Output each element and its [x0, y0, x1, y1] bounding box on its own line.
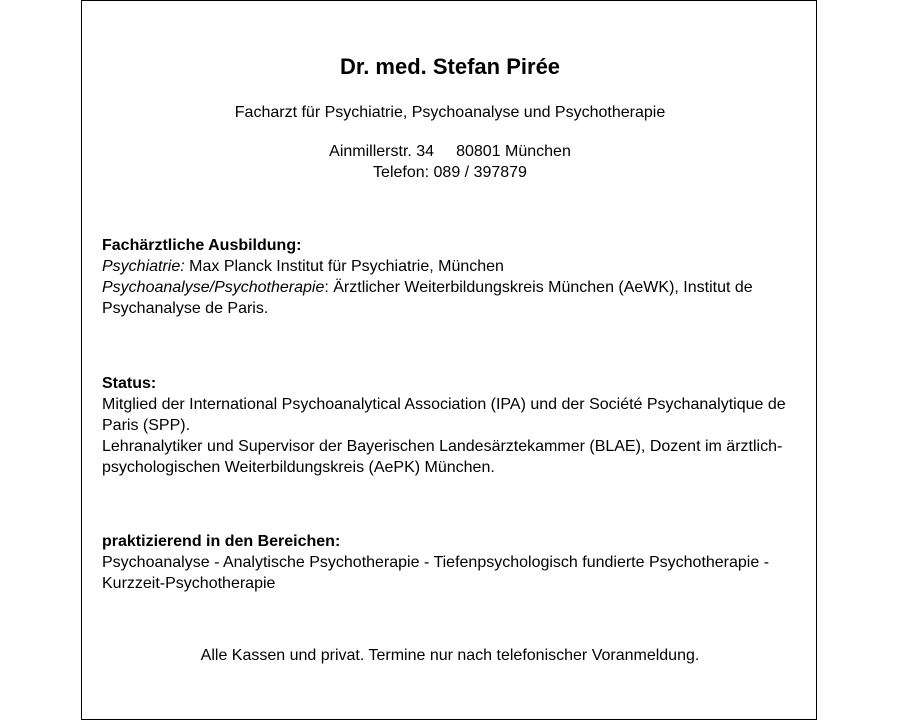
section-bereiche	[102, 531, 798, 594]
phone: Telefon: 089 / 397879	[373, 164, 527, 181]
ausbildung-label-psychiatrie: Psychiatrie:	[102, 258, 185, 275]
doctor-name: Dr. med. Stefan Pirée	[339, 54, 561, 79]
city: 80801 München	[456, 143, 571, 160]
section-status	[102, 373, 798, 478]
status-membership: Mitglied der International Psychoanalytical Association (IPA) und der Société Psychanalytique de Paris (SPP).	[102, 396, 786, 434]
specialty: Facharzt für Psychiatrie, Psychoanalyse und Psychotherapie	[234, 104, 666, 121]
footer-note: Alle Kassen und privat. Termine nur nach telefonischer Voranmeldung.	[200, 647, 700, 664]
section-heading-status: Status:	[102, 375, 157, 392]
address-block	[102, 141, 798, 183]
section-ausbildung	[102, 235, 798, 319]
street: Ainmillerstr. 34	[329, 143, 435, 160]
section-heading-ausbildung: Fachärztliche Ausbildung:	[102, 237, 302, 254]
status-teaching: Lehranalytiker und Supervisor der Bayerischen Landesärztekammer (BLAE), Dozent im ärztlich-psychologischen Weiterbildungskreis (AePK) München.	[102, 438, 783, 476]
ausbildung-label-psychoanalyse: Psychoanalyse/Psychotherapie	[102, 279, 325, 296]
bereiche-text: Psychoanalyse - Analytische Psychotherapie - Tiefenpsychologisch fundierte Psychotherapie - Kurzzeit-Psychotherapie	[102, 554, 770, 592]
ausbildung-text-psychiatrie: Max Planck Institut für Psychiatrie, München	[184, 258, 504, 275]
address-line	[102, 141, 798, 162]
section-heading-bereiche: praktizierend in den Bereichen:	[102, 533, 341, 550]
ausbildung-line-psychoanalyse	[102, 277, 798, 319]
ausbildung-text-psychoanalyse: : Ärztlicher Weiterbildungskreis München (AeWK), Institut de Psychanalyse de Paris.	[102, 279, 753, 317]
ausbildung-line-psychiatrie	[102, 256, 798, 277]
